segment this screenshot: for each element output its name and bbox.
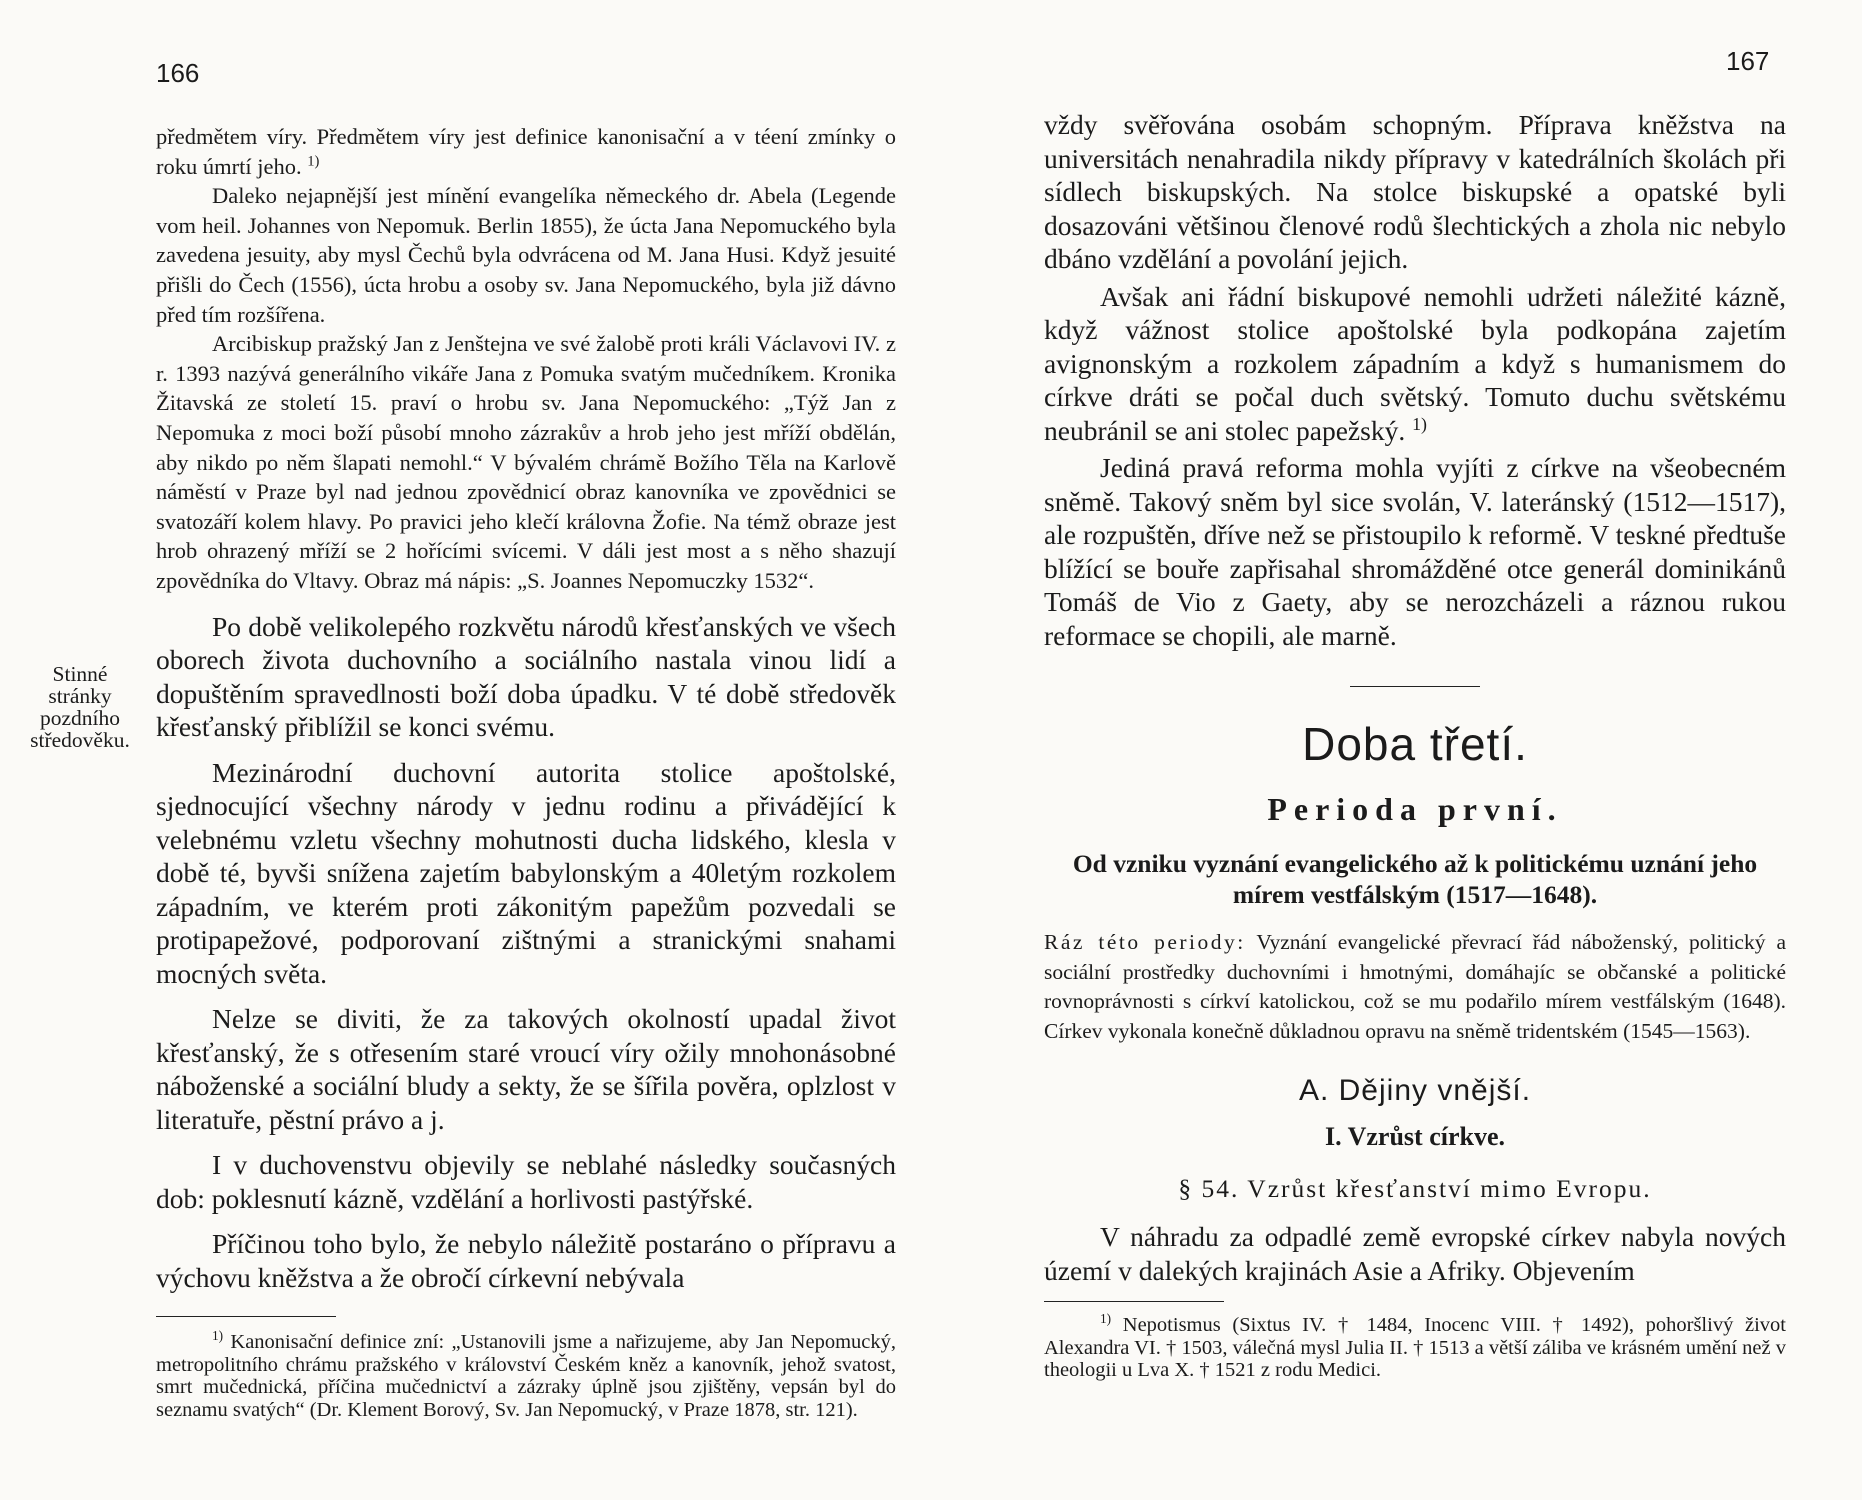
main-text: [156, 610, 896, 1295]
footnote-rule: [156, 1316, 336, 1317]
footnote: [156, 1328, 896, 1421]
footnote-mark: 1): [1412, 413, 1427, 434]
footnote-rule: [1044, 1301, 1224, 1302]
paragraph: Jediná pravá reforma mohla vyjíti z církve na všeobecném sněmě. Takový sněm byl sice svolán, V. lateránský (1512—1517), ale rozpuštěn, dříve než se přistoupilo k reformě. V teskné předtuše blížící se bouře zapřisahal shromážděné otce generál dominikánů Tomáš de Vio z Gaety, aby se nerozcházeli a ráznou rukou reformace se chopili, ale marně.: [1044, 452, 1786, 651]
footnote: [1044, 1311, 1786, 1382]
right-page: [931, 0, 1862, 1500]
heading-doba: Doba třetí.: [1302, 718, 1528, 770]
left-text-column: [156, 122, 896, 1421]
footnote-mark: 1): [1100, 1311, 1112, 1327]
main-text: [1044, 108, 1786, 652]
right-text-column: [1044, 108, 1786, 1382]
continued-footnote-block: [156, 122, 896, 596]
period-summary: [1044, 928, 1786, 1046]
paragraph: [156, 122, 896, 181]
heading-chapter-i: I. Vzrůst církve.: [1324, 1122, 1506, 1151]
page-number: 167: [1726, 46, 1770, 76]
paragraph: Příčinou toho bylo, že nebylo náležitě postaráno o přípravu a výchovu kněžstva a že obročí církevní nebývala: [156, 1228, 896, 1293]
paragraph: I v duchovenstvu objevily se neblahé následky současných dob: poklesnutí kázně, vzdělání a horlivosti pastýřské.: [156, 1149, 896, 1214]
text: předmětem víry. Předmětem víry jest definice kanonisační a v téení zmínky o roku úmrtí jeho.: [156, 124, 896, 179]
margin-note: Stinné stránky pozdního středověku.: [30, 662, 130, 752]
summary-text: Vyznání evangelické převrací řád náboženský, politický a sociální prostředky duchovními i hmotnými, domáhajíc se občanské a politické rovnoprávnosti s církví katolickou, což se mu podařilo mírem vestfálským (1648). Církev vykonala konečně důkladnou opravu na sněmě tridentském (1545—1563).: [1044, 930, 1786, 1043]
paragraph: Nelze se diviti, že za takových okolností upadal život křesťanský, že s otřesením staré vroucí víry ožily mnohonásobné náboženské a sociální bludy a sekty, že se šířila pověra, oplzlost v literatuře, pěstní právo a j.: [156, 1003, 896, 1135]
heading-section-a: A. Dějiny vnější.: [1298, 1074, 1532, 1107]
footnote-text: Kanonisační definice zní: „Ustanovili jsme a nařizujeme, aby Jan Nepomucký, metropolitního chrámu pražského v království Českém kněz a kanovník, jehož svatost, smrt mučednická, příčina mučednictví a zázraky úplně jsou zjištěny, vepsán byl do seznamu svatých“ (Dr. Klement Borový, Sv. Jan Nepomucký, v Praze 1878, str. 121).: [156, 1331, 896, 1421]
footnote-mark: 1): [212, 1328, 224, 1344]
page-number: 166: [156, 58, 200, 88]
paragraph: Po době velikolepého rozkvětu národů křesťanských ve všech oborech života duchovního a sociálního nastala vinou lidí a dopuštěním spravedlnosti boží doba úpadku. V té době středověk křesťanský přiblížil se konci svému.: [156, 610, 896, 742]
paragraph: Daleko nejapnější jest mínění evangelíka německého dr. Abela (Legende vom heil. Johannes von Nepomuk. Berlin 1855), že úcta Jana Nepomuckého byla zavedena jesuity, aby mysl Čechů byla odvrácena od M. Jana Husi. Když jesuité přišli do Čech (1556), úcta hrobu a osoby sv. Jana Nepomuckého, byla již dávno před tím rozšířena.: [156, 183, 896, 327]
paragraph: vždy svěřována osobám schopným. Příprava kněžstva na universitách nenahradila nikdy přípravy v katedrálních školách při sídlech biskupských. Na stolce biskupské a opatské byli dosazováni většinou členové rodů šlechtických a zhola nic nebylo dbáno vzdělání a povolání jejich.: [1044, 109, 1786, 274]
paragraph: V náhradu za odpadlé země evropské církev nabyla nových území v dalekých krajinách Asie a Afriky. Objevením: [1044, 1221, 1786, 1286]
heading-perioda: Perioda první.: [1267, 791, 1563, 827]
paragraph: [1044, 280, 1786, 448]
summary-label: Ráz této periody:: [1044, 930, 1246, 954]
footnote-text: Nepotismus (Sixtus IV. † 1484, Inocenc VIII. † 1492), pohoršlivý život Alexandra VI. † 1503, válečná mysl Julia II. † 1513 a větší záliba ve krásném umění než v theologii u Lva X. † 1521 z rodu Medici.: [1044, 1314, 1786, 1381]
paragraph: Arcibiskup pražský Jan z Jenštejna ve své žalobě proti králi Václavovi IV. z r. 1393 nazývá generálního vikáře Jana z Pomuka svatým mučedníkem. Kronika Žitavská ze století 15. praví o hrobu sv. Jana Nepomuckého: „Týž Jan z Nepomuka z moci boží působí mnoho zázrakův a hrob jeho jest mříží obdělán, aby nikdo po něm šlapati nemohl.“ V bývalém chrámě Božího Těla na Karlově náměstí v Praze byl nad jednou zpovědnicí obraz kanovníka ve zpovědnici se svatozáří kolem hlavy. Po pravici jeho klečí královna Žofie. Na témž obraze jest hrob ohrazený mříží se 2 hořícími svícemi. V dáli jest most a s něho shazují zpovědníka do Vltavy. Obraz má nápis: „S. Joannes Nepomuczky 1532“.: [156, 331, 896, 593]
heading-paragraph-54: § 54. Vzrůst křesťanství mimo Evropu.: [1178, 1174, 1652, 1203]
heading-period-title: Od vzniku vyznání evangelického až k politickému uznání jeho mírem vestfálským (1517—1648).: [1072, 849, 1758, 909]
section-divider: [1350, 686, 1480, 687]
main-text: [1044, 1220, 1786, 1287]
footnote-mark: 1): [307, 153, 320, 170]
paragraph: Mezinárodní duchovní autorita stolice apoštolské, sjednocující všechny národy v jednu rodinu a přivádějící k velebnému vzletu všechny mohutnosti ducha lidského, klesla v době té, byvši snížena zajetím babylonským a 40letým rozkolem západním, ve kterém proti zákonitým papežům pozvedali se protipapežové, podporovaní zištnými a stranickými snahami mocných světa.: [156, 756, 896, 989]
text: Avšak ani řádní biskupové nemohli udržeti náležité kázně, když vážnost stolice apoštolské byla podkopána zajetím avignonským a rozkolem západním a když s humanismem do církve dráti se počal duch světský. Tomuto duchu světskému neubránil se ani stolec papežský.: [1044, 280, 1786, 446]
